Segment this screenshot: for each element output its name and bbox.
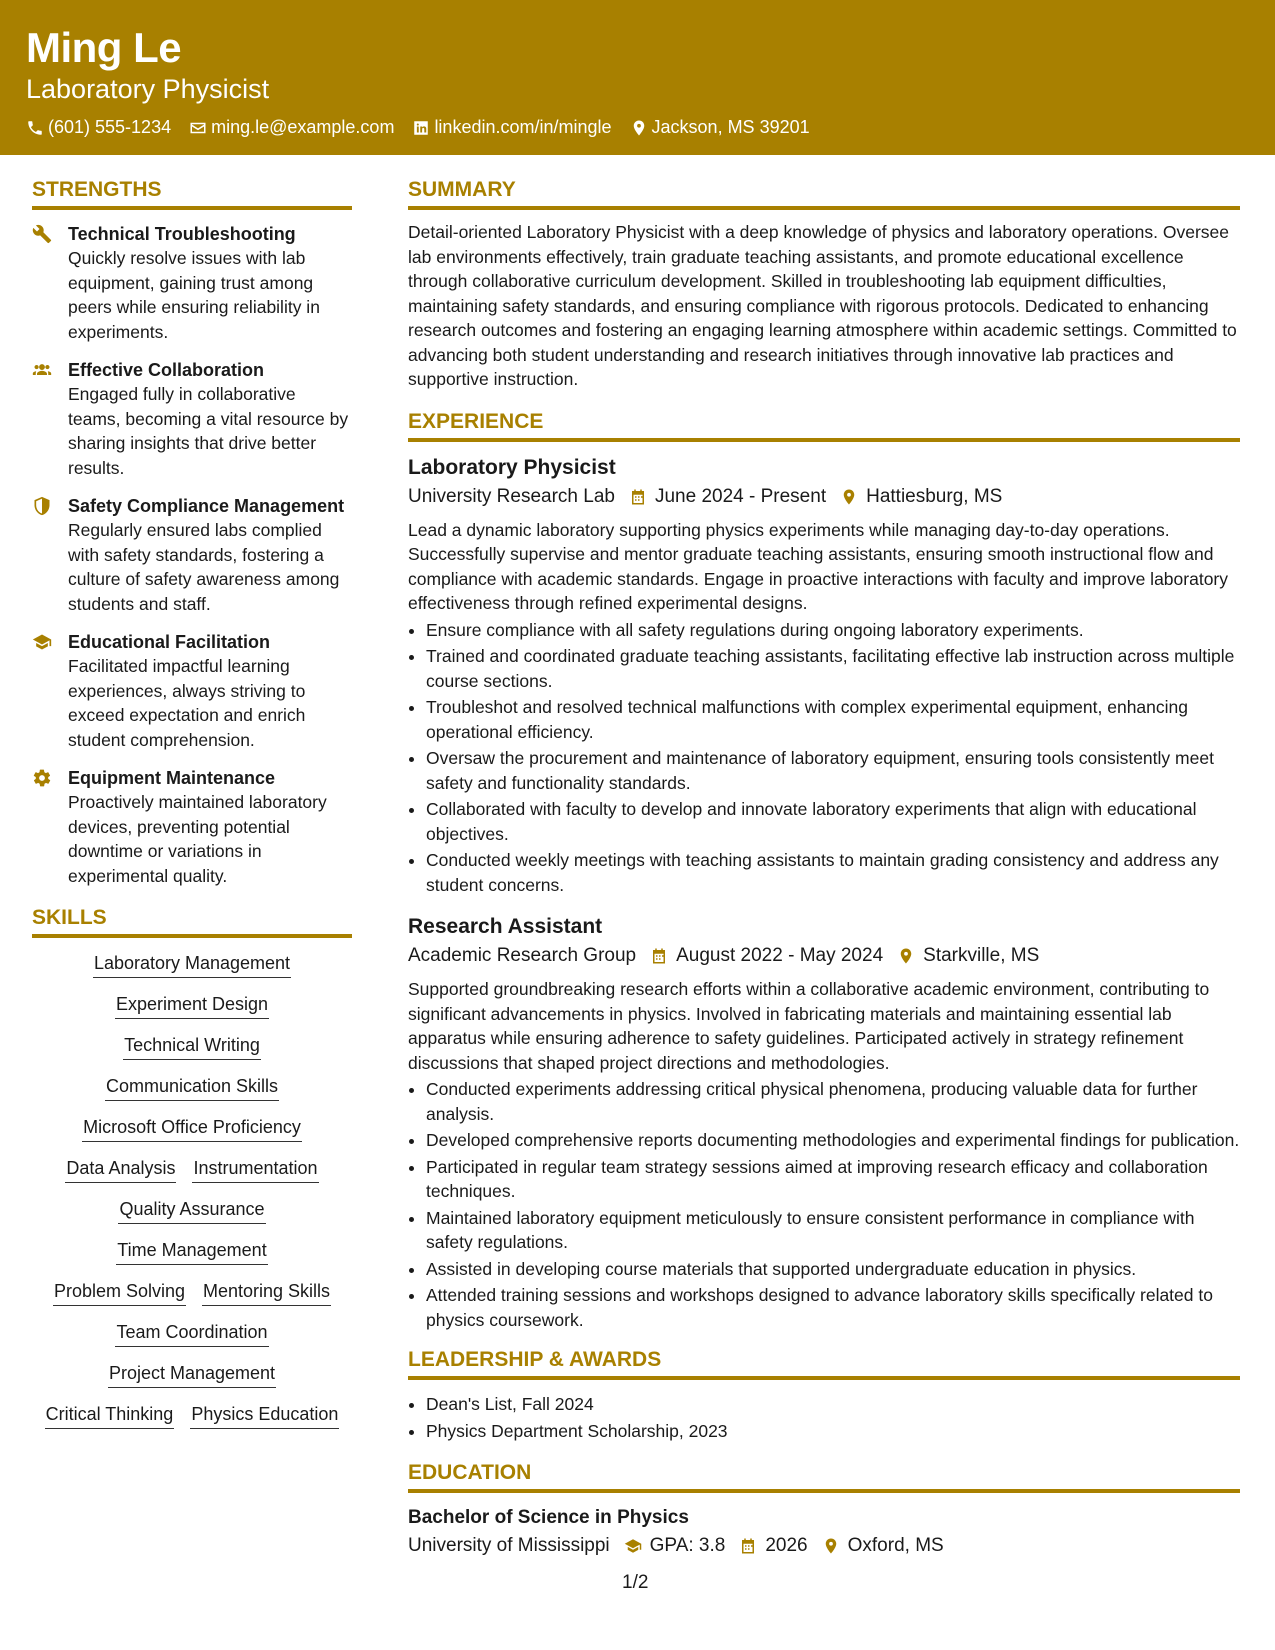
list-item: • Attended training sessions and workshops designed to advance laboratory skills specifically related to physics coursework.	[426, 1283, 1240, 1332]
gpa: GPA: 3.8	[649, 1535, 726, 1556]
awards-heading: LEADERSHIP & AWARDS	[408, 1348, 1240, 1380]
experience-heading: EXPERIENCE	[408, 410, 1240, 442]
list-item: • Ensure compliance with all safety regulations during ongoing laboratory experiments.	[426, 618, 1240, 643]
job-title: Research Assistant	[408, 915, 603, 938]
summary-text: Detail-oriented Laboratory Physicist with a deep knowledge of physics and laboratory operations. Oversee lab environments effectively, train graduate teaching assistants, and promote educational excellence through collaborative curriculum development. Skilled in troubleshooting lab equipment difficulties, maintaining safety standards, and ensuring compliance with rigorous protocols. Dedicated to enhancing research outcomes and fostering an engaging learning atmosphere within academic settings. Committed to advancing both student understanding and research initiatives through innovative lab practices and supportive instruction.	[408, 222, 1237, 389]
job-description: Lead a dynamic laboratory supporting physics experiments while managing day-to-day operations. Successfully supervise and mentor graduate teaching assistants, ensuring smooth instructional flow and compliance with academic standards. Engage in proactive interactions with faculty and improve laboratory effectiveness through refined experimental designs.	[408, 519, 1229, 613]
location-text: Jackson, MS 39201	[651, 117, 810, 137]
strength-item	[32, 358, 352, 480]
list-item: • Dean's List, Fall 2024	[426, 1392, 1240, 1417]
strength-title: Educational Facilitation	[68, 632, 271, 652]
skill-tag: Communication Skills	[105, 1073, 279, 1101]
degree-title: Bachelor of Science in Physics	[408, 1507, 689, 1528]
job-org: University Research Lab	[408, 485, 615, 507]
education-location: Oxford, MS	[847, 1535, 944, 1556]
calendar-icon	[739, 1537, 757, 1555]
skill-tag: Team Coordination	[115, 1319, 268, 1347]
strength-title: Technical Troubleshooting	[68, 224, 296, 244]
strength-item	[32, 766, 352, 888]
list-item: • Assisted in developing course materials that supported undergraduate education in physics.	[426, 1257, 1240, 1282]
skill-tag: Microsoft Office Proficiency	[82, 1114, 302, 1142]
contact-linkedin[interactable]	[412, 117, 611, 138]
graduation-cap-icon	[32, 632, 52, 652]
graduation-year: 2026	[765, 1535, 808, 1556]
contact-bar	[26, 117, 810, 138]
strength-desc: Facilitated impactful learning experiences, always striving to exceed expectation and enrich student comprehension.	[68, 656, 306, 750]
job-meta	[408, 941, 1240, 971]
graduation-cap-icon	[624, 1537, 642, 1555]
map-pin-icon	[897, 947, 915, 965]
strength-item	[32, 630, 352, 752]
page-number: 1/2	[622, 1572, 649, 1593]
tools-icon	[32, 224, 52, 244]
skill-tag: Project Management	[108, 1360, 276, 1388]
job-bullets	[408, 618, 1240, 898]
shield-icon	[32, 496, 52, 516]
skill-tag: Instrumentation	[192, 1155, 318, 1183]
strength-item	[32, 494, 352, 616]
candidate-name: Ming Le	[26, 24, 182, 71]
list-item: • Physics Department Scholarship, 2023	[426, 1419, 1240, 1444]
skill-tag: Problem Solving	[53, 1278, 186, 1306]
skill-tag: Laboratory Management	[93, 950, 291, 978]
contact-email[interactable]	[189, 117, 394, 138]
job-meta	[408, 482, 1240, 512]
skill-tag: Time Management	[116, 1237, 267, 1265]
gear-icon	[32, 768, 52, 788]
school-name: University of Mississippi	[408, 1535, 610, 1556]
left-column	[32, 178, 352, 1442]
strength-desc: Quickly resolve issues with lab equipment, gaining trust among peers while ensuring reliability in experiments.	[68, 248, 320, 342]
map-pin-icon	[840, 488, 858, 506]
list-item: • Maintained laboratory equipment meticulously to ensure consistent performance in compliance with safety regulations.	[426, 1206, 1240, 1255]
calendar-icon	[650, 947, 668, 965]
candidate-title: Laboratory Physicist	[26, 74, 270, 104]
map-pin-icon	[822, 1537, 840, 1555]
linkedin-icon	[412, 119, 430, 137]
list-item: • Participated in regular team strategy sessions aimed at improving research efficacy and collaboration techniques.	[426, 1155, 1240, 1204]
strength-desc: Proactively maintained laboratory devices, preventing potential downtime or variations in experimental quality.	[68, 792, 327, 886]
resume-header	[0, 0, 1275, 155]
strength-desc: Engaged fully in collaborative teams, becoming a vital resource by sharing insights that drive better results.	[68, 384, 349, 478]
job-bullets	[408, 1077, 1240, 1332]
strength-title: Effective Collaboration	[68, 360, 265, 380]
map-pin-icon	[630, 119, 648, 137]
strength-title: Equipment Maintenance	[68, 768, 276, 788]
email-text: ming.le@example.com	[211, 117, 395, 137]
job-title: Laboratory Physicist	[408, 455, 616, 479]
users-icon	[32, 360, 52, 380]
education-meta	[408, 1531, 1240, 1561]
skills-heading: SKILLS	[32, 906, 352, 938]
summary-heading: SUMMARY	[408, 178, 1240, 210]
phone-text: (601) 555-1234	[48, 117, 172, 137]
job-location: Starkville, MS	[923, 945, 1040, 966]
right-column	[408, 178, 1240, 1567]
skill-tag: Data Analysis	[65, 1155, 176, 1183]
skill-tag: Mentoring Skills	[202, 1278, 331, 1306]
skill-tag: Critical Thinking	[45, 1401, 175, 1429]
job-entry	[408, 913, 1240, 1332]
job-org: Academic Research Group	[408, 945, 637, 966]
job-description: Supported groundbreaking research efforts within a collaborative academic environment, contributing to significant advancements in physics. Involved in fabricating materials and maintaining essential lab apparatus while ensuring adherence to safety guidelines. Participated actively in strategy refinement discussions that shaped project directions and methodologies.	[408, 979, 1210, 1073]
education-heading: EDUCATION	[408, 1461, 1240, 1493]
awards-list	[408, 1392, 1240, 1443]
list-item: • Troubleshot and resolved technical malfunctions with complex experimental equipment, enhancing operational efficiency.	[426, 695, 1240, 744]
skill-tag: Physics Education	[190, 1401, 339, 1429]
job-entry	[408, 454, 1240, 898]
list-item: • Developed comprehensive reports documenting methodologies and experimental findings for publication.	[426, 1128, 1240, 1153]
list-item: • Collaborated with faculty to develop and innovate laboratory experiments that align with educational objectives.	[426, 797, 1240, 846]
envelope-icon	[189, 119, 207, 137]
strength-title: Safety Compliance Management	[68, 496, 345, 516]
list-item: • Conducted weekly meetings with teaching assistants to maintain grading consistency and address any student concerns.	[426, 848, 1240, 897]
strength-desc: Regularly ensured labs complied with safety standards, fostering a culture of safety awareness among students and staff.	[68, 520, 340, 614]
list-item: • Conducted experiments addressing critical physical phenomena, producing valuable data for further analysis.	[426, 1077, 1240, 1126]
strength-item	[32, 222, 352, 344]
list-item: • Oversaw the procurement and maintenance of laboratory equipment, ensuring tools consistently meet safety and functionality standards.	[426, 746, 1240, 795]
skill-tag: Quality Assurance	[118, 1196, 265, 1224]
linkedin-text: linkedin.com/in/mingle	[434, 117, 612, 137]
job-dates: June 2024 - Present	[654, 485, 827, 507]
list-item: • Trained and coordinated graduate teaching assistants, facilitating effective lab instruction across multiple course sections.	[426, 644, 1240, 693]
skills-list	[32, 950, 352, 1429]
job-location: Hattiesburg, MS	[866, 485, 1003, 507]
phone-icon	[26, 119, 44, 137]
calendar-icon	[629, 488, 647, 506]
job-dates: August 2022 - May 2024	[676, 945, 884, 966]
contact-location	[630, 117, 810, 138]
skill-tag: Experiment Design	[115, 991, 269, 1019]
strengths-heading: STRENGTHS	[32, 178, 352, 210]
contact-phone	[26, 117, 171, 138]
skill-tag: Technical Writing	[123, 1032, 261, 1060]
